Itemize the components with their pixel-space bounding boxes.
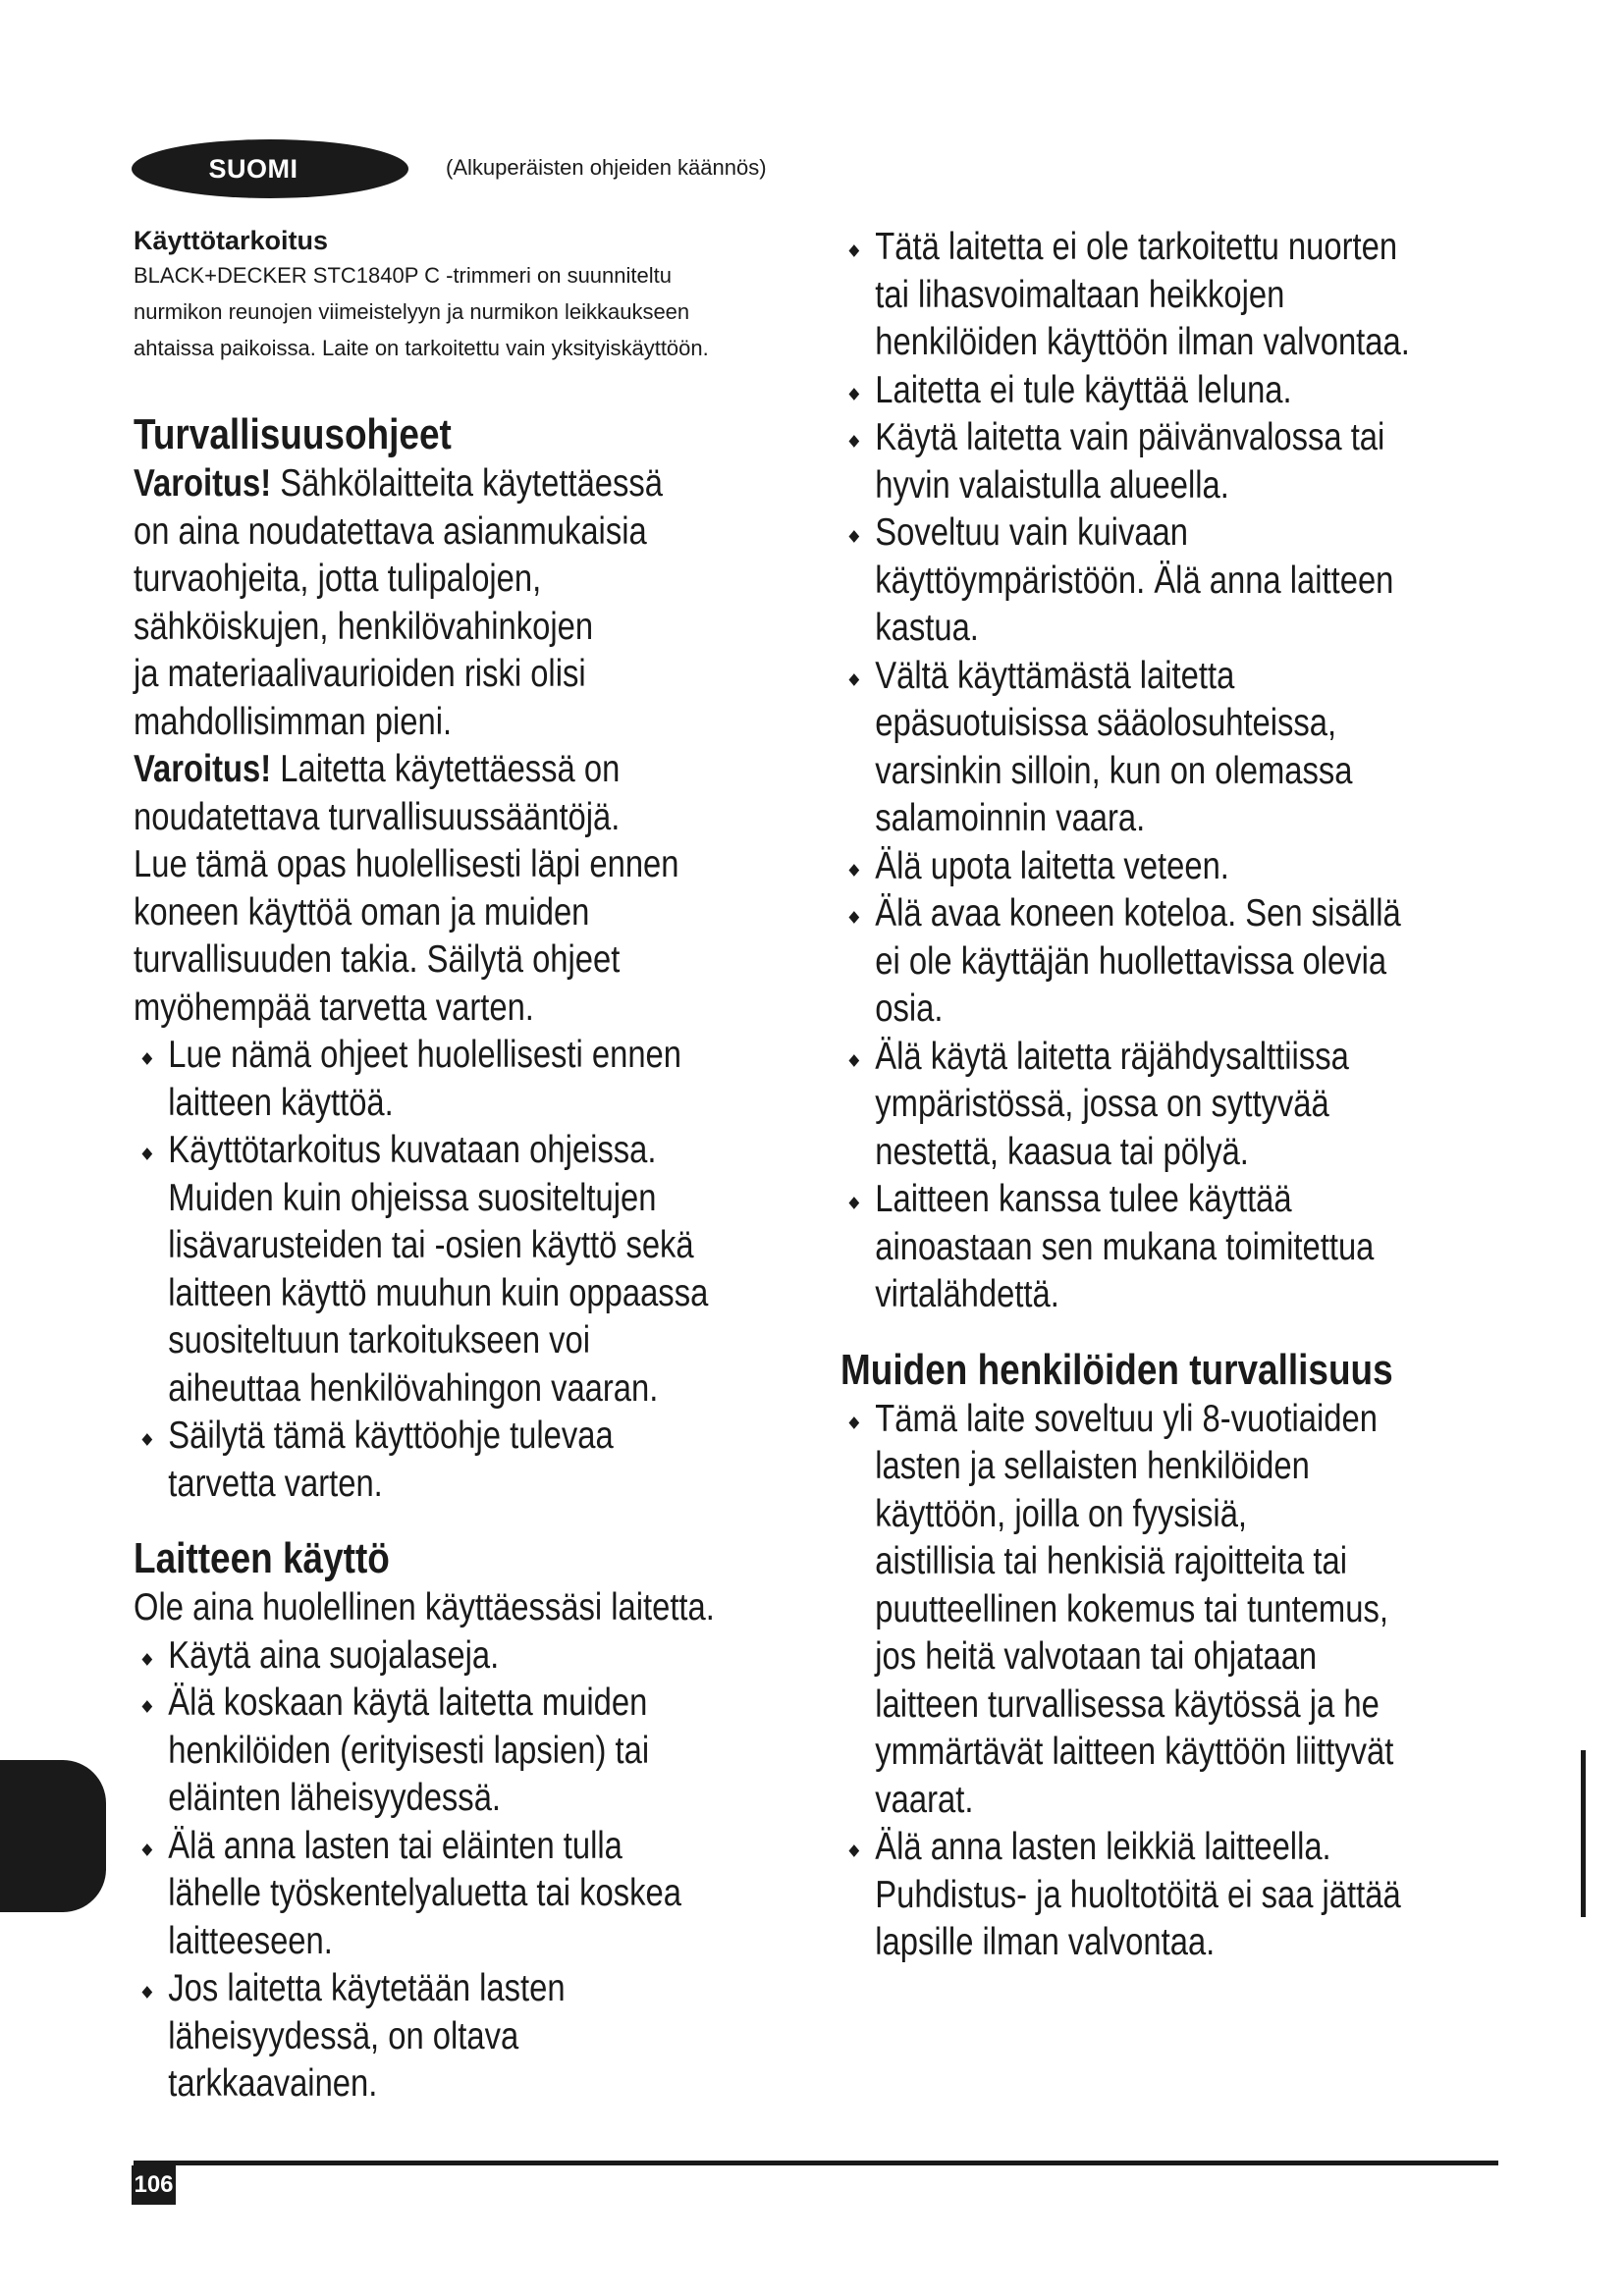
- bullet-diamond-icon: [849, 244, 860, 257]
- warning-label: Varoitus!: [134, 748, 272, 790]
- bullet-line: käyttöön, joilla on fyysisiä,: [875, 1492, 1248, 1535]
- list-item: [840, 414, 1552, 509]
- bullet-line: laitteen turvallisessa käytössä ja he: [875, 1682, 1380, 1726]
- bullet-line: tai lihasvoimaltaan heikkojen: [875, 273, 1285, 316]
- right-column: [840, 224, 1518, 1967]
- safety-heading: Turvallisuusohjeet: [134, 410, 452, 458]
- bullet-diamond-icon: [142, 1843, 153, 1856]
- bullet-line: jos heitä valvotaan tai ohjataan: [875, 1635, 1318, 1678]
- bullet-diamond-icon: [849, 1054, 860, 1067]
- device-safety-bullet-list: [840, 224, 1518, 1319]
- intended-use-text: [134, 257, 811, 366]
- bullet-line: epäsuotuisissa sääolosuhteissa,: [875, 702, 1337, 744]
- bullet-line: Muiden kuin ohjeissa suositeltujen: [168, 1176, 657, 1219]
- bullet-line: Älä käytä laitetta räjähdysalttiissa: [875, 1035, 1349, 1078]
- list-item: [840, 843, 1552, 891]
- bullet-line: suositeltuun tarkoitukseen voi: [168, 1319, 591, 1362]
- bullet-diamond-icon: [142, 1148, 153, 1160]
- bullet-diamond-icon: [142, 1700, 153, 1713]
- warning-label: Varoitus!: [134, 462, 272, 505]
- bullet-line: henkilöiden (erityisesti lapsien) tai: [168, 1729, 650, 1772]
- warning-line: Lue tämä opas huolellisesti läpi ennen: [134, 843, 679, 885]
- others-safety-bullet-list: [840, 1396, 1518, 1967]
- warning-line: mahdollisimman pieni.: [134, 700, 453, 743]
- bullet-line: Tämä laite soveltuu yli 8-vuotiaiden: [875, 1397, 1378, 1440]
- bullet-line: henkilöiden käyttöön ilman valvontaa.: [875, 321, 1410, 363]
- footer-rule: [134, 2161, 1498, 2165]
- bullet-line: Älä anna lasten tai eläinten tulla: [168, 1824, 623, 1867]
- bullet-line: Puhdistus- ja huoltotöitä ei saa jättää: [875, 1873, 1401, 1916]
- bullet-line: ainoastaan sen mukana toimitettua: [875, 1225, 1375, 1268]
- bullet-line: Käytä aina suojalaseja.: [168, 1633, 500, 1677]
- list-item: [134, 1680, 845, 1823]
- list-item: [840, 653, 1552, 843]
- bullet-diamond-icon: [849, 1197, 860, 1209]
- bullet-diamond-icon: [849, 388, 860, 400]
- bullet-line: aiheuttaa henkilövahingon vaaran.: [168, 1366, 659, 1410]
- bullet-line: laitteen käyttö muuhun kuin oppaassa: [168, 1271, 709, 1314]
- list-item: [840, 1034, 1552, 1177]
- bullet-line: Lue nämä ohjeet huolellisesti ennen: [168, 1034, 682, 1076]
- bullet-line: hyvin valaistulla alueella.: [875, 463, 1229, 507]
- others-safety-heading: Muiden henkilöiden turvallisuus: [840, 1345, 1393, 1394]
- usage-intro: Ole aina huolellinen käyttäessäsi laitetta.: [134, 1586, 715, 1629]
- bullet-line: virtalähdettä.: [875, 1273, 1059, 1315]
- bullet-line: tarvetta varten.: [168, 1462, 383, 1505]
- list-item: [134, 1127, 845, 1413]
- bullet-line: lisävarusteiden tai -osien käyttö sekä: [168, 1224, 694, 1266]
- warning-line: turvaohjeita, jotta tulipalojen,: [134, 558, 542, 600]
- bullet-line: Käytä laitetta vain päivänvalossa tai: [875, 416, 1385, 458]
- list-item: [840, 1176, 1552, 1319]
- list-item: [840, 1396, 1552, 1825]
- warning-paragraph-2: [134, 746, 811, 1032]
- intended-use-line: nurmikon reunojen viimeistelyyn ja nurmikon leikkaukseen: [134, 299, 690, 324]
- list-item: [134, 1965, 845, 2109]
- bullet-diamond-icon: [142, 1052, 153, 1065]
- bullet-line: Jos laitetta käytetään lasten: [168, 1967, 566, 2009]
- bullet-diamond-icon: [849, 435, 860, 448]
- bullet-line: osia.: [875, 988, 944, 1030]
- bullet-line: Älä avaa koneen koteloa. Sen sisällä: [875, 892, 1401, 934]
- list-item: [840, 367, 1552, 415]
- warning-line: sähköiskujen, henkilövahinkojen: [134, 605, 594, 648]
- bullet-line: kastua.: [875, 607, 979, 649]
- list-item: [840, 890, 1552, 1034]
- bullet-line: aistillisia tai henkisiä rajoitteita tai: [875, 1540, 1347, 1582]
- bullet-diamond-icon: [849, 911, 860, 924]
- warning-line: on aina noudatettava asianmukaisia: [134, 509, 647, 553]
- bullet-line: varsinkin silloin, kun on olemassa: [875, 749, 1353, 792]
- bullet-line: Laitetta ei tule käyttää leluna.: [875, 368, 1292, 411]
- translation-note: (Alkuperäisten ohjeiden käännös): [446, 155, 767, 180]
- usage-bullet-list: [134, 1632, 811, 2109]
- bullet-line: läheisyydessä, on oltava: [168, 2014, 519, 2057]
- bullet-diamond-icon: [142, 1433, 153, 1446]
- warning-line: ja materiaalivaurioiden riski olisi: [134, 653, 586, 695]
- bullet-line: Laitteen kanssa tulee käyttää: [875, 1178, 1292, 1220]
- list-item: [134, 1413, 845, 1508]
- bullet-line: puutteellinen kokemus tai tuntemus,: [875, 1587, 1388, 1630]
- warning-line: turvallisuuden takia. Säilytä ohjeet: [134, 938, 621, 981]
- bullet-line: laitteeseen.: [168, 1919, 333, 1962]
- bullet-line: käyttöympäristöön. Älä anna laitteen: [875, 559, 1394, 602]
- language-label: SUOMI: [208, 153, 298, 184]
- bullet-line: Älä anna lasten leikkiä laitteella.: [875, 1826, 1331, 1868]
- warning-line: koneen käyttöä oman ja muiden: [134, 890, 590, 934]
- list-item: [840, 224, 1552, 367]
- bullet-diamond-icon: [849, 1844, 860, 1857]
- warning-line: Laitetta käytettäessä on: [271, 748, 621, 790]
- usage-heading: Laitteen käyttö: [134, 1534, 390, 1582]
- bullet-line: Käyttötarkoitus kuvataan ohjeissa.: [168, 1129, 657, 1171]
- bullet-line: Soveltuu vain kuivaan: [875, 511, 1188, 554]
- intended-use-line: ahtaissa paikoissa. Laite on tarkoitettu vain yksityiskäyttöön.: [134, 336, 709, 360]
- safety-bullet-list: [134, 1032, 811, 1508]
- page-number: 106: [132, 2165, 176, 2205]
- bullet-line: Älä upota laitetta veteen.: [875, 844, 1229, 887]
- bullet-line: Säilytä tämä käyttöohje tulevaa: [168, 1415, 614, 1457]
- bullet-line: vaarat.: [875, 1778, 974, 1821]
- language-badge: [132, 139, 408, 198]
- bullet-diamond-icon: [142, 1986, 153, 1999]
- bullet-line: lähelle työskentelyaluetta tai koskea: [168, 1872, 681, 1914]
- bullet-diamond-icon: [849, 673, 860, 686]
- bullet-line: ymmärtävät laitteen käyttöön liittyvät: [875, 1731, 1394, 1773]
- warning-line: myöhempää tarvetta varten.: [134, 986, 534, 1029]
- bullet-line: ei ole käyttäjän huollettavissa olevia: [875, 939, 1387, 983]
- intended-use-heading: Käyttötarkoitus: [134, 226, 329, 255]
- left-column: [134, 224, 811, 2109]
- bullet-line: eläinten läheisyydessä.: [168, 1777, 502, 1819]
- bullet-line: laitteen käyttöä.: [168, 1081, 394, 1124]
- warning-line: noudatettava turvallisuussääntöjä.: [134, 795, 621, 838]
- bullet-line: Vältä käyttämästä laitetta: [875, 654, 1235, 697]
- bullet-line: tarkkaavainen.: [168, 2062, 378, 2105]
- bullet-line: salamoinnin vaara.: [875, 797, 1146, 839]
- list-item: [134, 1632, 845, 1681]
- bullet-diamond-icon: [849, 1416, 860, 1429]
- bullet-line: lapsille ilman valvontaa.: [875, 1921, 1216, 1963]
- intended-use-line: BLACK+DECKER STC1840P C -trimmeri on suunniteltu: [134, 263, 672, 288]
- bullet-line: Tätä laitetta ei ole tarkoitettu nuorten: [875, 226, 1398, 268]
- bullet-line: Älä koskaan käytä laitetta muiden: [168, 1682, 648, 1724]
- warning-paragraph-1: [134, 460, 811, 746]
- list-item: [840, 1824, 1552, 1967]
- bullet-line: nestettä, kaasua tai pölyä.: [875, 1130, 1249, 1173]
- bullet-line: lasten ja sellaisten henkilöiden: [875, 1445, 1310, 1487]
- bullet-line: ympäristössä, jossa on syttyvää: [875, 1083, 1329, 1125]
- list-item: [134, 1032, 845, 1127]
- warning-line: Sähkölaitteita käytettäessä: [271, 462, 663, 505]
- bullet-diamond-icon: [849, 864, 860, 877]
- section-side-tab: [0, 1760, 106, 1912]
- bullet-diamond-icon: [142, 1653, 153, 1666]
- list-item: [134, 1823, 845, 1966]
- bullet-diamond-icon: [849, 530, 860, 543]
- margin-bar: [1581, 1750, 1586, 1917]
- list-item: [840, 509, 1552, 653]
